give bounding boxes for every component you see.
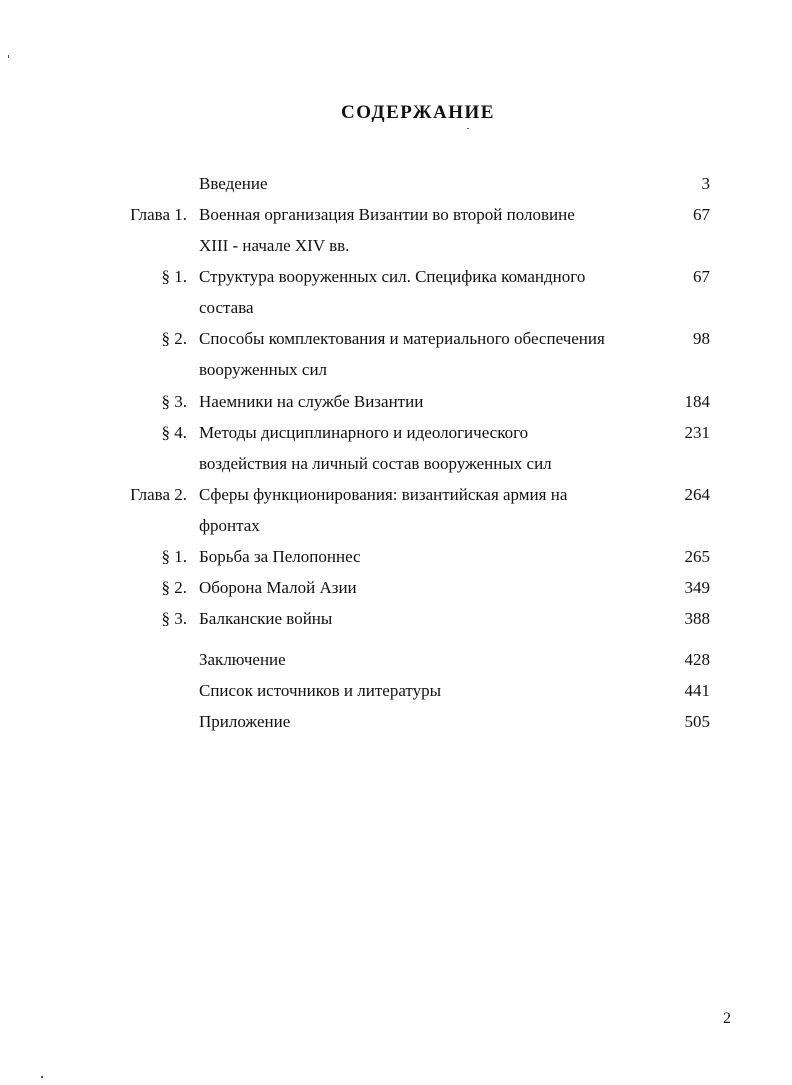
toc-entry-label: Глава 1. [130,205,187,224]
toc-entry-page: 388 [684,609,710,628]
toc-entry-label: § 1. [161,267,187,286]
toc-entry-label: § 4. [161,423,187,442]
toc-entry-page: 505 [684,712,710,731]
toc-entry-page: 98 [693,329,710,348]
toc-entry-page: 441 [684,681,710,700]
toc-entry-page: 3 [701,174,710,193]
toc-entry-title: Приложение [199,712,291,731]
toc-entry-page: 67 [693,205,710,224]
toc-entry-title-continued: фронтах [199,516,260,535]
toc-entry-page: 264 [684,485,710,504]
toc-entry-title: Наемники на службе Византии [199,392,424,411]
toc-entry-title-continued: воздействия на личный состав вооруженных сил [199,454,552,473]
toc-entry-title: Методы дисциплинарного и идеологического [199,423,529,442]
toc-entry-title: Структура вооруженных сил. Специфика командного [199,267,586,286]
toc-entry-title-continued: состава [199,298,254,317]
toc-entry-title: Введение [199,174,268,193]
toc-entry-page: 184 [684,392,710,411]
toc-entry-label: § 1. [161,547,187,566]
page-number: 2 [723,1010,731,1027]
toc-entry-title: Способы комплектования и материального обеспечения [199,329,605,348]
toc-entry-page: 265 [684,547,710,566]
scan-speck [41,1076,43,1078]
toc-entry-title: Заключение [199,650,286,669]
toc-entry-title: Список источников и литературы [199,681,442,700]
toc-entry-page: 349 [684,578,710,597]
toc-entry-title: Борьба за Пелопоннес [199,547,361,566]
toc-entry-label: § 2. [161,329,187,348]
toc-entry-title: Военная организация Византии во второй половине [199,205,575,224]
toc-entry-title-continued: вооруженных сил [199,360,328,379]
toc-entry-label: § 3. [161,392,187,411]
toc-entry-title: Оборона Малой Азии [199,578,357,597]
toc-entry-page: 67 [693,267,710,286]
toc-entry-page: 428 [684,650,710,669]
scan-speck [467,128,469,129]
toc-entry-page: 231 [684,423,710,442]
toc-entry-label: § 3. [161,609,187,628]
toc-entry-title-continued: XIII - начале XIV вв. [199,236,350,255]
toc-entry-label: Глава 2. [130,485,187,504]
scan-speck [8,55,9,58]
toc-entry-title: Сферы функционирования: византийская армия на [199,485,568,504]
page-title: СОДЕРЖАНИЕ [341,102,495,123]
toc-entry-title: Балканские войны [199,609,333,628]
toc-entry-label: § 2. [161,578,187,597]
